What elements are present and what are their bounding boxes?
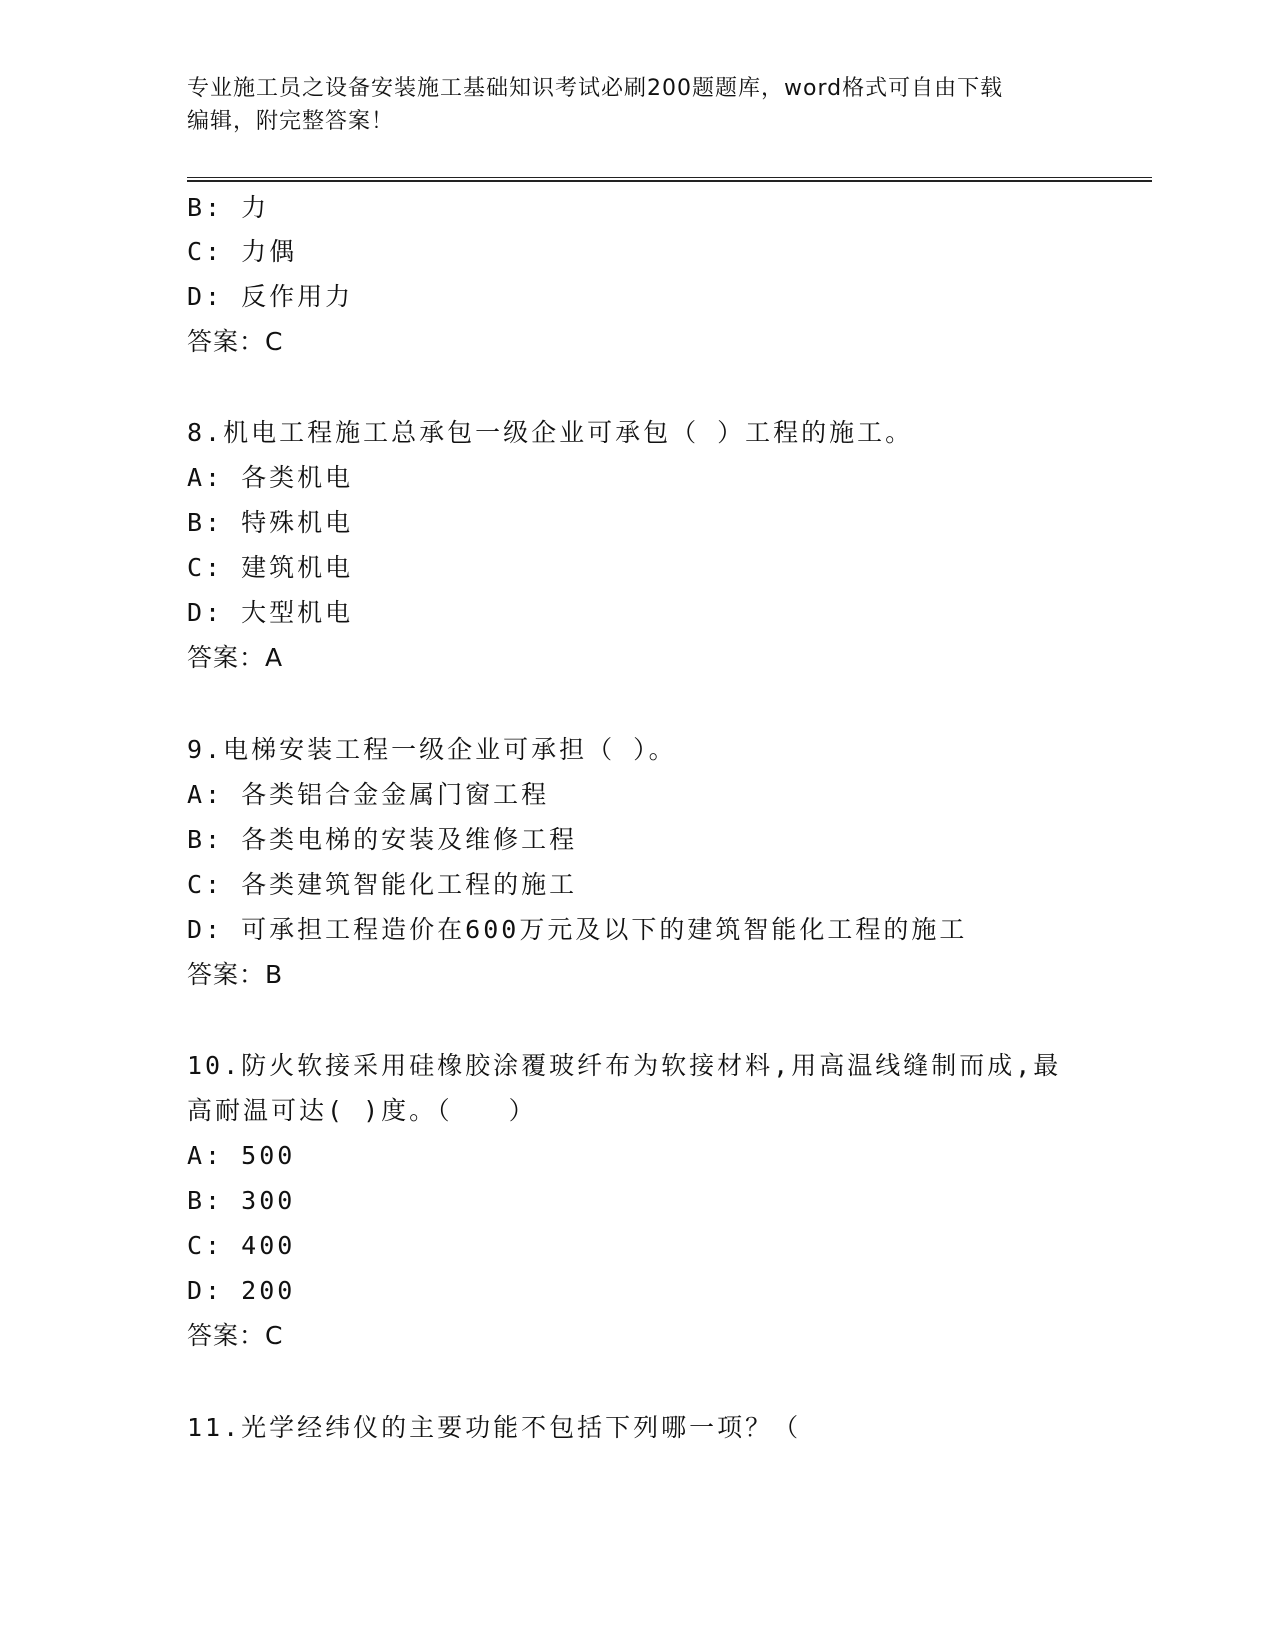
- q8-option-a: [187, 463, 353, 493]
- document-header: [187, 72, 1087, 138]
- q10-answer: 答案：C: [187, 1321, 284, 1350]
- option-letter: C:: [187, 1231, 224, 1260]
- q9-option-b: [187, 825, 577, 855]
- q7-option-d: [187, 282, 353, 312]
- header-line-1: 专业施工员之设备安装施工基础知识考试必刷200题题库，word格式可自由下载: [187, 76, 1004, 101]
- q10-option-a: [187, 1141, 295, 1171]
- q9-option-c: [187, 870, 577, 900]
- option-text: 300: [241, 1186, 296, 1215]
- option-text: 力偶: [241, 237, 298, 266]
- option-letter: B:: [187, 1186, 224, 1215]
- option-text: 建筑机电: [241, 553, 354, 582]
- option-letter: A:: [187, 463, 224, 492]
- option-letter: C:: [187, 237, 224, 266]
- header-line-2: 编辑，附完整答案！: [187, 109, 395, 134]
- q8-option-c: [187, 553, 353, 583]
- q9-option-d: [187, 915, 967, 945]
- q7-option-b: [187, 193, 269, 223]
- option-letter: B:: [187, 508, 224, 537]
- q10-option-c: [187, 1231, 295, 1261]
- q11-stem: 11.光学经纬仪的主要功能不包括下列哪一项？（: [187, 1413, 802, 1442]
- q10-option-d: [187, 1276, 295, 1306]
- q7-option-c: [187, 237, 297, 267]
- q10-stem-line-1: 10.防火软接采用硅橡胶涂覆玻纤布为软接材料,用高温线缝制而成,最: [187, 1051, 1062, 1080]
- option-letter: A:: [187, 780, 224, 809]
- option-letter: A:: [187, 1141, 224, 1170]
- q8-answer: 答案：A: [187, 643, 284, 672]
- q8-stem: 8.机电工程施工总承包一级企业可承包（ ）工程的施工。: [187, 418, 914, 447]
- option-text: 500: [241, 1141, 296, 1170]
- q8-option-d: [187, 598, 353, 628]
- q7-answer: 答案：C: [187, 327, 284, 356]
- option-text: 大型机电: [241, 598, 354, 627]
- option-letter: B:: [187, 825, 224, 854]
- option-text: 各类电梯的安装及维修工程: [241, 825, 578, 854]
- option-letter: C:: [187, 870, 224, 899]
- header-divider-thick: [187, 180, 1152, 182]
- q10-stem-line-2: 高耐温可达( )度。（ ）: [187, 1096, 537, 1125]
- option-text: 400: [241, 1231, 296, 1260]
- header-divider-thin: [187, 177, 1152, 178]
- option-text: 各类机电: [241, 463, 354, 492]
- option-text: 特殊机电: [241, 508, 354, 537]
- option-letter: D:: [187, 1276, 224, 1305]
- option-text: 力: [241, 193, 270, 222]
- option-text: 反作用力: [241, 282, 354, 311]
- option-letter: B:: [187, 193, 224, 222]
- option-letter: D:: [187, 598, 224, 627]
- option-text: 各类铝合金金属门窗工程: [241, 780, 550, 809]
- option-letter: D:: [187, 282, 224, 311]
- q8-option-b: [187, 508, 353, 538]
- q9-stem: 9.电梯安装工程一级企业可承担（ ）。: [187, 735, 677, 764]
- q9-answer: 答案：B: [187, 960, 284, 989]
- q10-option-b: [187, 1186, 295, 1216]
- option-text: 200: [241, 1276, 296, 1305]
- option-letter: C:: [187, 553, 224, 582]
- option-text: 各类建筑智能化工程的施工: [241, 870, 578, 899]
- option-text: 可承担工程造价在600万元及以下的建筑智能化工程的施工: [241, 915, 968, 944]
- option-letter: D:: [187, 915, 224, 944]
- q9-option-a: [187, 780, 549, 810]
